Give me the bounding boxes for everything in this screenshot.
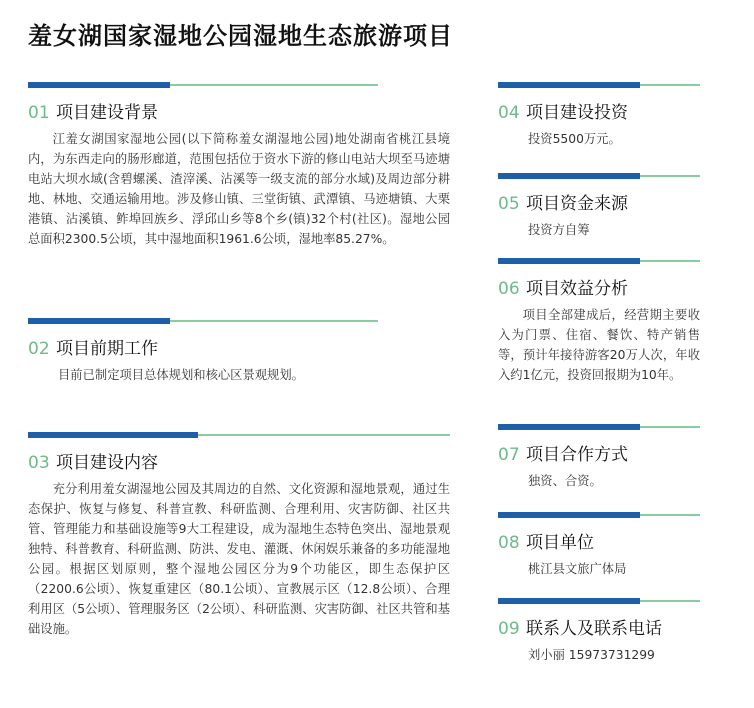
section-preliminary-work	[28, 318, 450, 385]
section-text: 充分利用羞女湖湿地公园及其周边的自然、文化资源和湿地景观，通过生态保护、恢复与修复、科普宣教、科研监测、合理利用、灾害防御、社区共管、管理能力和基础设施等9大工程建设，成为湿地生态特色突出、湿地景观独特、科普教育、科研监测、防洪、发电、灌溉、休闲娱乐兼备的多功能湿地公园。根据区划原则，整个湿地公园区分为9个功能区，即生态保护区（2200.6公顷）、恢复重建区（80.1公顷）、宣教展示区（12.8公顷）、合理利用区（5公顷）、管理服务区（2公顷）、科研监测、灾害防御、社区共管和基础设施。	[28, 482, 450, 636]
section-title: 项目建设投资	[526, 103, 628, 123]
section-number: 03	[28, 453, 50, 473]
section-number: 07	[498, 445, 520, 465]
section-construction-content	[28, 432, 450, 639]
section-title: 联系人及联系电话	[526, 619, 662, 639]
section-number: 09	[498, 619, 520, 639]
section-divider	[498, 424, 700, 428]
section-title: 项目效益分析	[526, 279, 628, 299]
section-text: 投资方自筹	[528, 223, 590, 237]
section-text: 项目全部建成后，经营期主要收入为门票、住宿、餐饮、特产销售等，预计年接待游客20万人次，年收入约1亿元，投资回报期为10年。	[498, 308, 700, 382]
section-divider	[28, 432, 450, 436]
section-title: 项目前期工作	[56, 339, 158, 359]
section-text: 桃江县文旅广体局	[528, 562, 627, 576]
section-contact	[498, 598, 700, 665]
section-title: 项目单位	[526, 533, 594, 553]
section-number: 02	[28, 339, 50, 359]
section-title: 项目建设背景	[56, 103, 158, 123]
page-title: 羞女湖国家湿地公园湿地生态旅游项目	[28, 22, 453, 50]
section-divider	[498, 512, 700, 516]
section-text: 江羞女湖国家湿地公园(以下简称羞女湖湿地公园)地处湖南省桃江县境内，为东西走向的肠形廊道，范围包括位于资水下游的修山电站大坝至马迹塘电站大坝水域(含碧螺溪、渣滓溪、沾溪等一级支流的部分水域)及周边部分耕地、林地、交通运输用地。涉及修山镇、三堂街镇、武潭镇、马迹塘镇、大栗港镇、沾溪镇、鲊埠回族乡、浮邱山乡等8个乡(镇)32个村(社区)。湿地公园总面积2300.5公顷，其中湿地面积1961.6公顷，湿地率85.27%。	[28, 132, 450, 246]
section-text: 刘小丽 15973731299	[528, 648, 655, 662]
section-number: 06	[498, 279, 520, 299]
section-divider	[28, 318, 378, 322]
section-number: 05	[498, 194, 520, 214]
section-text: 目前已制定项目总体规划和核心区景观规划。	[58, 368, 304, 382]
section-divider	[498, 258, 700, 262]
section-divider	[498, 173, 700, 177]
section-number: 01	[28, 103, 50, 123]
section-divider	[498, 82, 700, 86]
section-investment	[498, 82, 700, 149]
section-cooperation-mode	[498, 424, 700, 491]
section-background	[28, 82, 450, 249]
section-title: 项目合作方式	[526, 445, 628, 465]
section-text: 投资5500万元。	[528, 132, 621, 146]
section-divider	[498, 598, 700, 602]
section-divider	[28, 82, 378, 86]
section-title: 项目建设内容	[56, 453, 158, 473]
section-funding-source	[498, 173, 700, 240]
section-benefit-analysis	[498, 258, 700, 385]
section-project-unit	[498, 512, 700, 579]
section-text: 独资、合资。	[528, 474, 602, 488]
section-number: 04	[498, 103, 520, 123]
section-number: 08	[498, 533, 520, 553]
section-title: 项目资金来源	[526, 194, 628, 214]
